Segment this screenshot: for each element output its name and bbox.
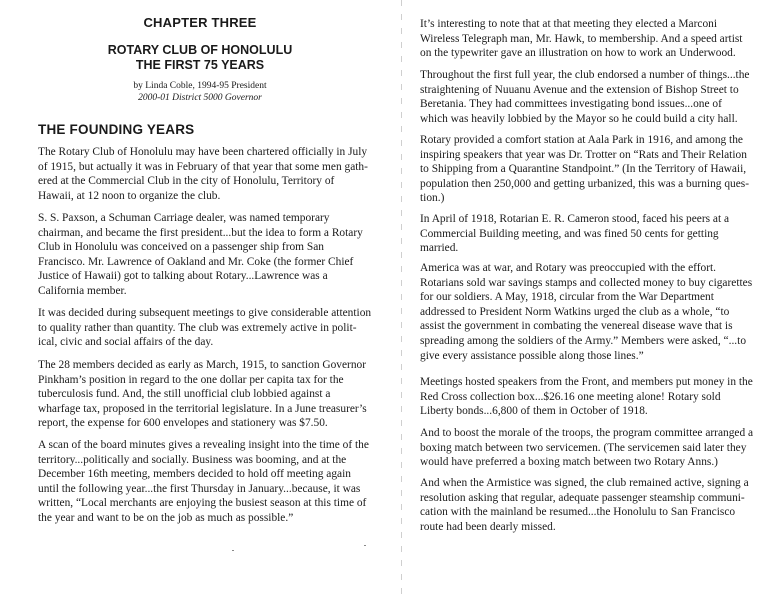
paragraph <box>420 261 752 363</box>
text-line: which was heavily lobbied by the Mayor so he could build a city hall. <box>420 112 738 125</box>
text-line: Francisco. Mr. Lawrence of Oakland and Mr. Coke (the former Chief <box>38 255 354 268</box>
text-line: tuberculosis fund. And, the still unofficial club lobbied against a <box>38 388 331 401</box>
text-line: to Shipping from a Quarantine Standpoint.” (In the Territory of Hawaii, <box>420 163 747 176</box>
paragraph <box>38 438 369 526</box>
text-line: written, “Local merchants are enjoying the busiest season at this time of <box>38 497 367 510</box>
text-line: population then 250,000 and getting urbanized, this was a burning ques- <box>420 177 749 190</box>
text-line: It’s interesting to note that at that meeting they elected a Marconi <box>420 18 718 30</box>
text-line: married. <box>420 242 459 255</box>
text-line: It was decided during subsequent meetings to give considerable attention <box>38 307 372 319</box>
text-line: report, the expense for 600 envelopes and stationery was $7.50. <box>38 417 328 430</box>
text-line: spreading among the soldiers of the Army.” Members were asked, “...to <box>420 334 747 347</box>
text-line: would have preferred a boxing match between two Rotary Anns.) <box>420 456 718 469</box>
paragraph <box>38 145 368 203</box>
right-page <box>403 0 780 600</box>
text-line: straightening of Nuuanu Avenue and the extension of Bishop Street to <box>420 83 739 96</box>
text-line: Club in Honolulu was conceived on a passenger ship from San <box>38 241 324 254</box>
text-line: assist the government in combating the venereal disease wave that is <box>420 320 733 333</box>
text-line: Wireless Telegraph man, Mr. Hawk, to membership. And a speed artist <box>420 32 743 45</box>
text-line: addressed to President Norm Watkins urged the club as a whole, “to <box>420 305 730 318</box>
section-heading: THE FOUNDING YEARS <box>38 122 195 137</box>
paragraph <box>420 426 753 470</box>
text-line: Rotarians sold war savings stamps and collected money to buy cigarettes <box>420 276 753 289</box>
text-line: Hawaii, at 12 noon to organize the club. <box>38 189 221 202</box>
chapter-title-line: THE FIRST 75 YEARS <box>135 58 265 72</box>
text-line: Pinkham’s position in regard to the one dollar per capita tax for the <box>38 373 344 386</box>
paragraph <box>420 133 749 206</box>
text-line: The 28 members decided as early as March, 1915, to sanction Governor <box>38 359 367 371</box>
paragraph <box>38 211 363 299</box>
paragraph <box>420 68 749 126</box>
text-line: A scan of the board minutes gives a revealing insight into the time of the <box>38 439 369 451</box>
paragraph <box>420 212 729 256</box>
text-line: America was at war, and Rotary was preoccupied with the effort. <box>420 262 717 274</box>
text-line: The Rotary Club of Honolulu may have been chartered officially in July <box>38 146 368 158</box>
text-line: territory...politically and socially. Business was booming, and at the <box>38 453 347 466</box>
text-line: chairman, and became the first president...but the idea to form a Rotary <box>38 226 363 239</box>
byline-author: by Linda Coble, 1994-95 President <box>133 81 267 91</box>
text-line: until the following year...the first Thursday in January...because, it was <box>38 482 361 495</box>
chapter-title <box>0 43 400 73</box>
text-line: give every assistance possible along those lines.” <box>420 349 644 362</box>
scan-speck <box>232 550 234 551</box>
text-line: on the typewriter gave an illustration on how to work an Underwood. <box>420 47 736 60</box>
text-line: of 1915, but actually it was in February of that year that some men gath- <box>38 160 368 173</box>
paragraph <box>420 375 753 419</box>
text-line: California member. <box>38 284 127 297</box>
chapter-heading: CHAPTER THREE <box>143 15 257 30</box>
text-line: boxing match between two servicemen. (The servicemen said later they <box>420 441 747 454</box>
text-line: S. S. Paxson, a Schuman Carriage dealer, was named temporary <box>38 212 330 224</box>
text-line: cation with the mainland be resumed...the Honolulu to San Francisco <box>420 506 736 519</box>
text-line: Beretania. They had committees investigating bond issues...one of <box>420 98 722 111</box>
page-gutter <box>401 0 402 600</box>
text-line: Rotary provided a comfort station at Aala Park in 1916, and among the <box>420 134 743 146</box>
byline-role: 2000-01 District 5000 Governor <box>138 93 262 103</box>
text-line: inspiring speakers that year was Dr. Trotter on “Rats and Their Relation <box>420 148 747 161</box>
text-line: route had been dearly missed. <box>420 520 556 533</box>
paragraph <box>38 306 371 350</box>
text-line: Commercial Building meeting, and was fined 50 cents for getting <box>420 227 719 240</box>
text-line: to quality rather than quantity. The club was extremely active in polit- <box>38 321 357 334</box>
text-line: tion.) <box>420 192 445 205</box>
text-line: the year and want to be on the job as much as possible.” <box>38 511 294 524</box>
text-line: Red Cross collection box...$26.16 one meeting alone! Rotary sold <box>420 390 721 403</box>
text-line: ered at the Commercial Club in the city of Honolulu, Territory of <box>38 175 335 188</box>
text-line: And when the Armistice was signed, the club remained active, signing a <box>420 477 749 489</box>
scan-speck <box>364 545 366 546</box>
chapter-title-line: ROTARY CLUB OF HONOLULU <box>107 43 293 57</box>
text-line: In April of 1918, Rotarian E. R. Cameron stood, faced his peers at a <box>420 213 730 225</box>
text-line: Meetings hosted speakers from the Front, and members put money in the <box>420 376 753 388</box>
text-line: Justice of Hawaii) got to talking about Rotary...Lawrence was a <box>38 270 328 283</box>
text-line: wharfage tax, proposed in the territorial legislature. In a June treasurer’s <box>38 402 367 415</box>
paragraph <box>38 358 367 431</box>
paragraph <box>420 17 742 61</box>
text-line: Liberty bonds...6,800 of them in October of 1918. <box>420 405 648 418</box>
text-line: December 16th meeting, members decided to hold off meeting again <box>38 468 351 481</box>
text-line: for our soldiers. A May, 1918, circular from the War Department <box>420 291 714 304</box>
text-line: ical, civic and social affairs of the day. <box>38 336 214 349</box>
byline <box>0 80 400 104</box>
text-line: And to boost the morale of the troops, the program committee arranged a <box>420 427 754 439</box>
text-line: resolution asking that regular, adequate passenger steamship communi- <box>420 491 745 504</box>
text-line: Throughout the first full year, the club endorsed a number of things...the <box>420 69 750 81</box>
paragraph <box>420 476 749 534</box>
